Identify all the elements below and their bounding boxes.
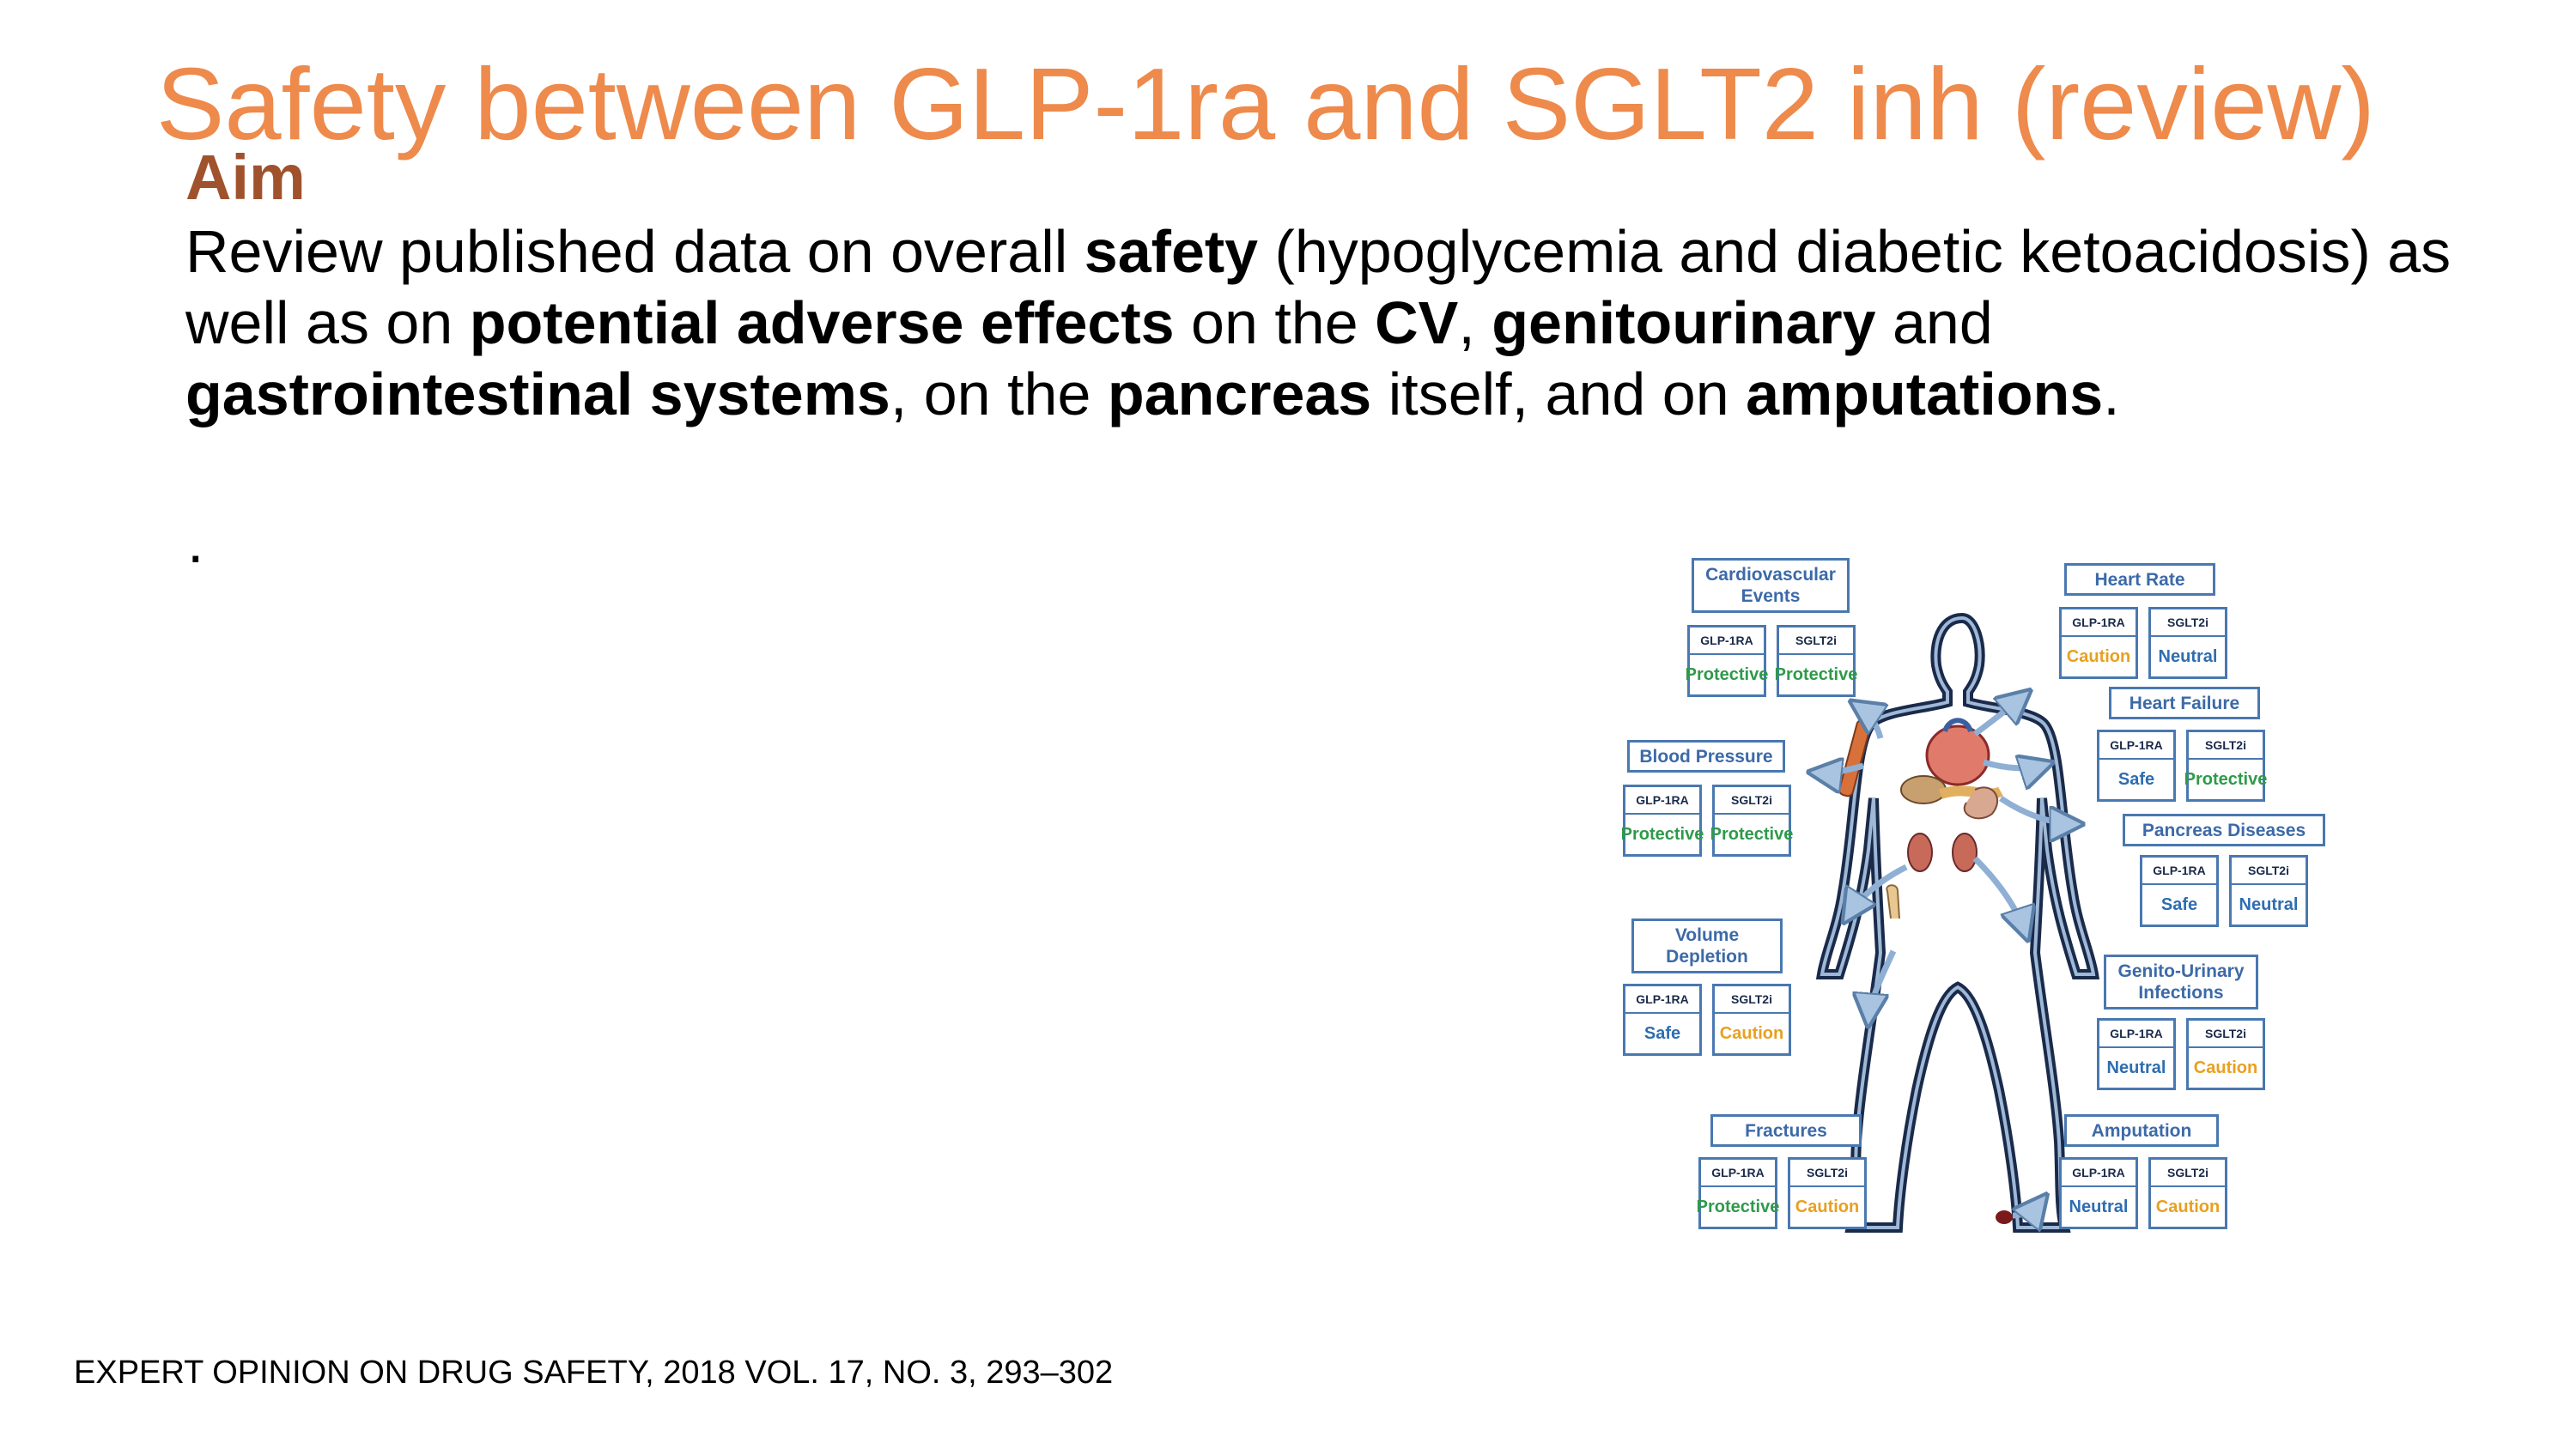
sglt2-status: Neutral <box>2158 646 2218 666</box>
sglt2-status: Protective <box>2184 769 2268 789</box>
safety-figure <box>1597 541 2361 1245</box>
glp1-label: GLP-1RA <box>2062 1160 2136 1187</box>
aim-text-part: and <box>1875 289 1993 356</box>
panel-heart-rate-sglt2-box <box>2148 607 2227 679</box>
aim-text-part: Review published data on overall <box>185 218 1084 285</box>
glp1-status: Protective <box>1620 824 1704 844</box>
aim-text-part: , <box>1458 289 1492 356</box>
sglt2-status: Caution <box>2193 1058 2258 1077</box>
glp1-status: Safe <box>2117 769 2155 789</box>
heart-organ <box>1927 726 1989 785</box>
aim-text-part: , on the <box>890 361 1108 427</box>
panel-amputation-sglt2-box <box>2148 1157 2227 1229</box>
sglt2-status: Caution <box>2155 1197 2221 1216</box>
panel-genito-urinary-infections-glp1-box <box>2097 1018 2176 1090</box>
right-kidney-organ <box>1953 834 1977 871</box>
aim-text-part: on the <box>1174 289 1376 356</box>
sglt2-label: SGLT2i <box>1779 627 1853 655</box>
aim-text-bold: pancreas <box>1107 361 1372 427</box>
panel-pancreas-diseases-glp1-box <box>2140 855 2219 927</box>
left-kidney-organ <box>1908 834 1932 871</box>
sglt2-label: SGLT2i <box>2151 1160 2225 1187</box>
sglt2-label: SGLT2i <box>2151 609 2225 637</box>
sglt2-label: SGLT2i <box>2232 858 2306 885</box>
panel-title-pancreas-diseases: Pancreas Diseases <box>2123 814 2325 846</box>
liver-organ <box>1901 776 1946 803</box>
panel-genito-urinary-infections-sglt2-box <box>2186 1018 2265 1090</box>
sglt2-status: Caution <box>1719 1023 1784 1043</box>
panel-title-cardiovascular-events: Cardiovascular Events <box>1692 558 1850 613</box>
glp1-label: GLP-1RA <box>1690 627 1764 655</box>
panel-title-heart-rate: Heart Rate <box>2064 563 2215 596</box>
panel-title-heart-failure: Heart Failure <box>2109 687 2260 719</box>
glp1-status: Safe <box>1643 1023 1681 1043</box>
glp1-label: GLP-1RA <box>2099 1021 2173 1048</box>
panel-fractures-glp1-box <box>1696 1157 1780 1229</box>
aim-text-part: . <box>2103 361 2120 427</box>
foot-wound <box>1996 1210 2013 1224</box>
aim-text-bold: genitourinary <box>1492 289 1876 356</box>
aim-text-bold: CV <box>1375 289 1459 356</box>
sglt2-status: Protective <box>1774 664 1858 684</box>
panel-heart-rate-glp1-box <box>2059 607 2138 679</box>
glp1-label: GLP-1RA <box>1625 787 1699 815</box>
sglt2-status: Protective <box>1710 824 1794 844</box>
glp1-status: Neutral <box>2069 1197 2129 1216</box>
panel-title-amputation: Amputation <box>2064 1114 2219 1147</box>
panel-heart-failure-sglt2-box <box>2184 730 2268 802</box>
aim-text-part: itself, and on <box>1371 361 1747 427</box>
sglt2-label: SGLT2i <box>2189 1021 2263 1048</box>
panel-title-volume-depletion: Volume Depletion <box>1631 919 1783 973</box>
panel-title-fractures: Fractures <box>1710 1114 1862 1147</box>
aim-text <box>185 216 2452 430</box>
sglt2-label: SGLT2i <box>1715 787 1789 815</box>
aim-heading: Aim <box>185 142 306 213</box>
glp1-label: GLP-1RA <box>2062 609 2136 637</box>
glp1-label: GLP-1RA <box>2099 732 2173 760</box>
glp1-status: Safe <box>2160 894 2198 914</box>
sglt2-label: SGLT2i <box>1790 1160 1864 1187</box>
panel-pancreas-diseases-sglt2-box <box>2229 855 2308 927</box>
aim-text-bold: gastrointestinal systems <box>185 361 890 427</box>
aim-text-bold: safety <box>1084 218 1259 285</box>
panel-cardiovascular-events-glp1-box <box>1685 625 1769 697</box>
glp1-status: Caution <box>2066 646 2131 666</box>
slide-title: Safety between GLP-1ra and SGLT2 inh (review) <box>156 47 2376 161</box>
aim-text-bold: amputations <box>1746 361 2104 427</box>
glp1-status: Protective <box>1696 1197 1780 1216</box>
panel-amputation-glp1-box <box>2059 1157 2138 1229</box>
panel-heart-failure-glp1-box <box>2097 730 2176 802</box>
glp1-label: GLP-1RA <box>1625 986 1699 1014</box>
panel-blood-pressure-glp1-box <box>1620 785 1704 857</box>
glp1-label: GLP-1RA <box>2142 858 2216 885</box>
panel-cardiovascular-events-sglt2-box <box>1774 625 1858 697</box>
sglt2-label: SGLT2i <box>1715 986 1789 1014</box>
panel-blood-pressure-sglt2-box <box>1710 785 1794 857</box>
glp1-status: Protective <box>1685 664 1769 684</box>
sglt2-label: SGLT2i <box>2189 732 2263 760</box>
panel-volume-depletion-glp1-box <box>1623 984 1702 1056</box>
aim-text-bold: potential adverse effects <box>469 289 1175 356</box>
citation: EXPERT OPINION ON DRUG SAFETY, 2018 VOL. 17, NO. 3, 293–302 <box>74 1355 1114 1391</box>
panel-volume-depletion-sglt2-box <box>1712 984 1791 1056</box>
sglt2-status: Neutral <box>2239 894 2299 914</box>
panel-title-genito-urinary-infections: Genito-Urinary Infections <box>2104 955 2258 1009</box>
aim-text-part: (hypoglycemia and diabetic ketoacidosis) as well as on <box>185 218 2451 356</box>
panel-title-blood-pressure: Blood Pressure <box>1627 740 1785 773</box>
sglt2-status: Caution <box>1795 1197 1860 1216</box>
trailing-dot: . <box>187 508 204 575</box>
glp1-status: Neutral <box>2106 1058 2166 1077</box>
panel-fractures-sglt2-box <box>1788 1157 1867 1229</box>
glp1-label: GLP-1RA <box>1701 1160 1775 1187</box>
